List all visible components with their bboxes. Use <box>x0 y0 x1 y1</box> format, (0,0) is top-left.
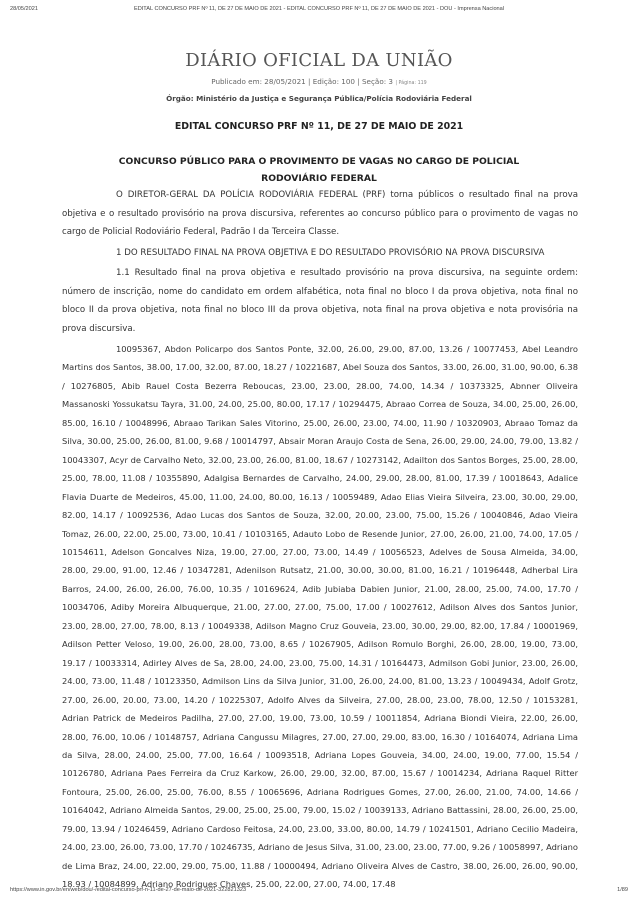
section-description: 1.1 Resultado final na prova objetiva e resultado provisório na prova discursiva, na seguinte ordem: número de inscrição, nome do candidato em ordem alfabética, nota final no bloco I da prova objetiva, nota final no bloco II da prova objetiva, nota final no bloco III da prova objetiva, nota final na prova objetiva e nota provisória na prova discursiva. <box>62 268 578 334</box>
section-heading: 1 DO RESULTADO FINAL NA PROVA OBJETIVA E DO RESULTADO PROVISÓRIO NA PROVA DISCURSIVA <box>116 247 545 258</box>
document-subtitle: CONCURSO PÚBLICO PARA O PROVIMENTO DE VAGAS NO CARGO DE POLICIAL RODOVIÁRIO FEDERAL <box>118 156 520 184</box>
page-info: | Página: 119 <box>395 81 427 86</box>
print-url: https://www.in.gov.br/en/web/dou/-/edital-concurso-prf-n-11-de-27-de-maio-de-2021-322821323 <box>10 887 247 893</box>
document-title: EDITAL CONCURSO PRF Nº 11, DE 27 DE MAIO DE 2021 <box>174 121 464 132</box>
page-number: 1/89 <box>617 887 628 893</box>
print-date: 28/05/2021 <box>10 6 38 12</box>
publication-details: Publicado em: 28/05/2021 | Edição: 100 | Seção: 3 <box>211 77 394 86</box>
document-body <box>62 186 578 896</box>
journal-title: DIÁRIO OFICIAL DA UNIÃO <box>185 50 453 71</box>
issuing-body: Órgão: Ministério da Justiça e Segurança Pública/Polícia Rodoviária Federal <box>166 94 472 103</box>
intro-paragraph: O DIRETOR-GERAL DA POLÍCIA RODOVIÁRIA FEDERAL (PRF) torna públicos o resultado final na prova objetiva e o resultado provisório na prova discursiva, referentes ao concurso público para o provimento de vagas no cargo de Policial Rodoviário Federal, Padrão I da Terceira Classe. <box>62 190 578 237</box>
print-header <box>10 6 628 16</box>
print-page-title: EDITAL CONCURSO PRF Nº 11, DE 27 DE MAIO DE 2021 - EDITAL CONCURSO PRF Nº 11, DE 27 DE MAIO DE 2021 - DOU - Imprensa Nacional <box>133 6 505 12</box>
print-footer <box>10 887 628 897</box>
masthead <box>0 50 638 103</box>
results-list: 10095367, Abdon Policarpo dos Santos Ponte, 32.00, 26.00, 29.00, 87.00, 13.26 / 10077453, Abel Leandro Martins dos Santos, 38.00, 17.00, 32.00, 87.00, 18.27 / 10221687, Abel Souza dos Santos, 33.00, 26.00, 31.00, 90.00, 6.38 / 10276805, Abib Rauel Costa Bezerra Reboucas, 23.00, 23.00, 28.00, 74.00, 14.34 / 10373325, Abnner Oliveira Massanoski Yossukatsu Tayra, 31.00, 24.00, 25.00, 80.00, 17.17 / 10294475, Abraao Correa de Souza, 34.00, 25.00, 26.00, 85.00, 16.10 / 10048996, Abraao Tarikan Sales Vitorino, 25.00, 26.00, 23.00, 74.00, 11.90 / 10320903, Abraao Tomaz da Silva, 30.00, 25.00, 26.00, 81.00, 9.68 / 10014797, Absair Moran Araujo Costa de Sena, 26.00, 29.00, 24.00, 79.00, 13.82 / 10043307, Acyr de Carvalho Neto, 32.00, 23.00, 26.00, 81.00, 18.67 / 10273142, Adailton dos Santos Borges, 25.00, 28.00, 25.00, 78.00, 11.08 / 10355890, Adalgisa Bernardes de Carvalho, 24.00, 29.00, 28.00, 81.00, 17.39 / 10018643, Adalice Flavia Duarte de Medeiros, 45.00, 11.00, 24.00, 80.00, 16.13 / 10059489, Adao Elias Vieira Silveira, 23.00, 30.00, 29.00, 82.00, 14.17 / 10092536, Adao Lucas dos Santos de Souza, 32.00, 20.00, 23.00, 75.00, 15.26 / 10040846, Adao Vieira Tomaz, 26.00, 22.00, 25.00, 73.00, 10.41 / 10103165, Adauto Lobo de Resende Junior, 27.00, 26.00, 21.00, 74.00, 17.05 / 10154611, Adelson Goncalves Niza, 19.00, 27.00, 27.00, 73.00, 14.49 / 10056523, Adelves de Sousa Almeida, 34.00, 28.00, 29.00, 91.00, 12.46 / 10347281, Adenilson Rutsatz, 21.00, 30.00, 30.00, 81.00, 16.21 / 10196448, Adherbal Lira Barros, 24.00, 26.00, 26.00, 76.00, 10.35 / 10169624, Adib Jubiaba Dabien Junior, 21.00, 28.00, 25.00, 74.00, 17.70 / 10034706, Adiby Moreira Albuquerque, 21.00, 27.00, 27.00, 75.00, 17.00 / 10027612, Adilson Alves dos Santos Junior, 23.00, 28.00, 27.00, 78.00, 8.13 / 10049338, Adilson Magno Cruz Gouveia, 23.00, 30.00, 29.00, 82.00, 17.84 / 10001969, Adilson Petter Veloso, 19.00, 26.00, 28.00, 73.00, 8.65 / 10267905, Adilson Romulo Borghi, 26.00, 28.00, 19.00, 73.00, 19.17 / 10033314, Adirley Alves de Sa, 28.00, 24.00, 23.00, 75.00, 14.31 / 10164473, Admilson Gobi Junior, 23.00, 26.00, 24.00, 73.00, 11.48 / 10123350, Admilson Lins da Silva Junior, 31.00, 26.00, 24.00, 81.00, 13.23 / 10049434, Adolf Grotz, 27.00, 26.00, 20.00, 73.00, 14.20 / 10225307, Adolfo Alves da Silveira, 27.00, 28.00, 23.00, 78.00, 12.50 / 10153281, Adrian Patrick de Medeiros Padilha, 27.00, 27.00, 19.00, 73.00, 10.59 / 10011854, Adriana Biondi Vieira, 22.00, 26.00, 28.00, 76.00, 10.06 / 10148757, Adriana Cangussu Milagres, 27.00, 27.00, 29.00, 83.00, 16.30 / 10164074, Adriana Lima da Silva, 28.00, 24.00, 25.00, 77.00, 16.64 / 10093518, Adriana Lopes Gouveia, 34.00, 24.00, 19.00, 77.00, 15.54 / 10126780, Adriana Paes Ferreira da Cruz Karkow, 26.00, 29.00, 32.00, 87.00, 15.67 / 10014234, Adriana Raquel Ritter Fontoura, 25.00, 26.00, 25.00, 76.00, 8.55 / 10065696, Adriana Rodrigues Gomes, 27.00, 26.00, 21.00, 74.00, 14.66 / 10164042, Adriano Almeida Santos, 29.00, 25.00, 25.00, 79.00, 15.02 / 10039133, Adriano Battassini, 28.00, 26.00, 25.00, 79.00, 13.94 / 10246459, Adriano Cardoso Feitosa, 24.00, 23.00, 33.00, 80.00, 14.79 / 10241501, Adriano Cecilio Madeira, 24.00, 23.00, 26.00, 73.00, 17.70 / 10246735, Adriano de Jesus Silva, 31.00, 23.00, 23.00, 77.00, 9.26 / 10058997, Adriano de Lima Braz, 24.00, 22.00, 29.00, 75.00, 11.88 / 10000494, Adriano Oliveira Alves de Castro, 38.00, 26.00, 26.00, 90.00, 18.93 / 10084899, Adriano Rodrigues Chaves, 25.00, 22.00, 27.00, 74.00, 17.48 <box>62 344 578 890</box>
publication-info <box>0 77 638 86</box>
